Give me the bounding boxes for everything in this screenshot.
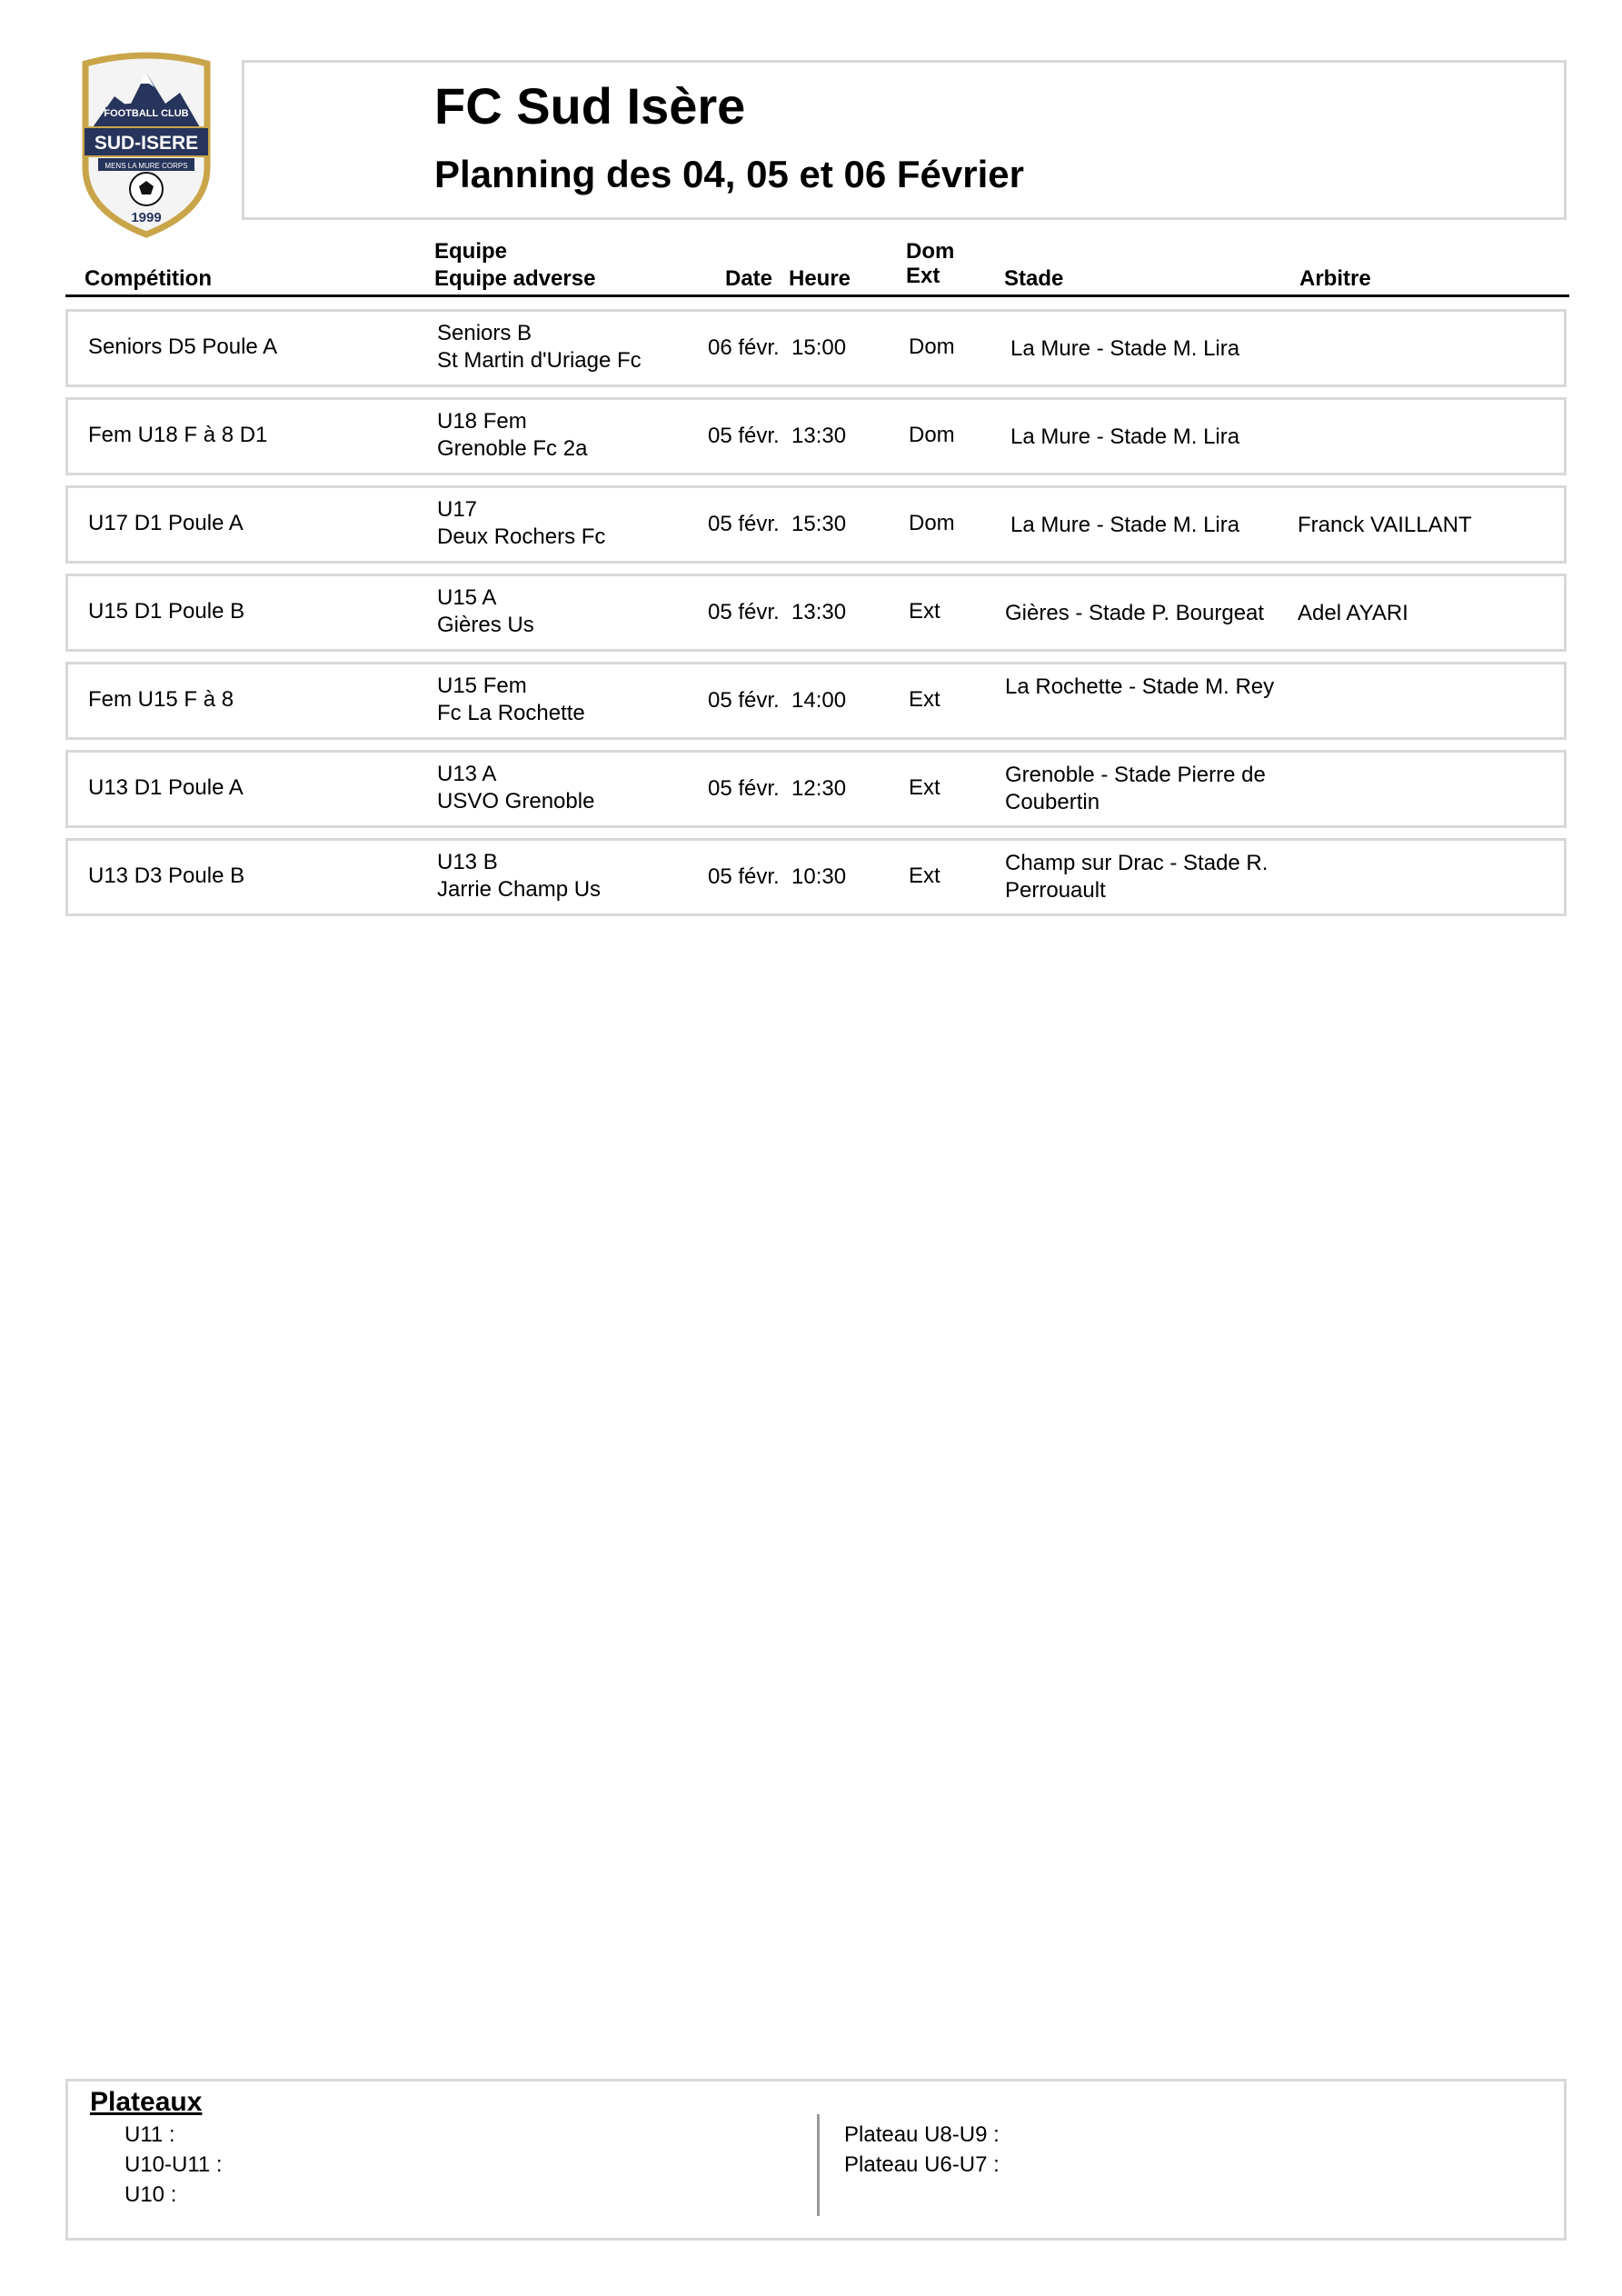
competition-cell: U13 D3 Poule B — [88, 863, 245, 888]
logo-year: 1999 — [131, 210, 162, 225]
time-cell: 13:30 — [791, 600, 847, 624]
time-cell: 13:30 — [791, 424, 847, 448]
home-away-cell: Ext — [909, 775, 940, 800]
team-cell: U17 — [437, 497, 478, 522]
stadium-cell: La Mure - Stade M. Lira — [1010, 513, 1240, 537]
match-row — [65, 838, 1567, 916]
opponent-cell: Grenoble Fc 2a — [437, 436, 588, 461]
logo-top-text: FOOTBALL CLUB — [104, 108, 189, 119]
opponent-cell: Deux Rochers Fc — [437, 524, 606, 549]
match-row — [65, 309, 1567, 387]
home-away-cell: Dom — [909, 334, 955, 359]
date-cell: 05 févr. — [708, 776, 780, 801]
opponent-cell: Fc La Rochette — [437, 701, 585, 725]
header-dom: Dom — [906, 239, 955, 264]
plateau-u6-u7: Plateau U6-U7 : — [844, 2152, 1000, 2177]
team-cell: U13 B — [437, 850, 498, 874]
home-away-cell: Dom — [909, 423, 955, 447]
date-cell: 05 févr. — [708, 424, 780, 448]
home-away-cell: Dom — [909, 511, 955, 535]
date-cell: 06 févr. — [708, 335, 780, 360]
date-cell: 05 févr. — [708, 512, 780, 536]
header-ext: Ext — [906, 264, 940, 288]
stadium-cell: La Mure - Stade M. Lira — [1010, 424, 1240, 449]
stadium-cell: La Mure - Stade M. Lira — [1010, 336, 1240, 361]
date-cell: 05 févr. — [708, 864, 780, 889]
opponent-cell: Gières Us — [437, 613, 534, 637]
plateau-u10-u11: U10-U11 : — [124, 2152, 223, 2177]
stadium-cell: Gières - Stade P. Bourgeat — [1005, 601, 1265, 625]
header-competition: Compétition — [85, 266, 212, 291]
plateaux-divider — [817, 2114, 820, 2216]
team-cell: Seniors B — [437, 321, 532, 345]
opponent-cell: St Martin d'Uriage Fc — [437, 348, 642, 373]
home-away-cell: Ext — [909, 863, 940, 888]
club-title: FC Sud Isère — [434, 77, 746, 135]
plateaux-box — [65, 2079, 1567, 2241]
time-cell: 15:00 — [791, 335, 847, 360]
stadium-cell: Champ sur Drac - Stade R. Perrouault — [1005, 851, 1269, 903]
logo-club-name: SUD-ISERE — [94, 133, 199, 154]
competition-cell: U13 D1 Poule A — [88, 775, 244, 800]
time-cell: 10:30 — [791, 864, 847, 889]
planning-title: Planning des 04, 05 et 06 Février — [434, 153, 1024, 195]
team-cell: U15 A — [437, 585, 497, 610]
competition-cell: Fem U18 F à 8 D1 — [88, 423, 268, 447]
date-cell: 05 févr. — [708, 688, 780, 713]
header-stade: Stade — [1004, 266, 1064, 291]
header-arbitre: Arbitre — [1299, 266, 1371, 291]
team-cell: U13 A — [437, 762, 497, 786]
referee-cell: Franck VAILLANT — [1298, 513, 1472, 537]
plateau-u11: U11 : — [124, 2122, 175, 2147]
match-row — [65, 397, 1567, 475]
match-row — [65, 485, 1567, 564]
competition-cell: U15 D1 Poule B — [88, 599, 245, 624]
home-away-cell: Ext — [909, 599, 940, 624]
team-cell: U18 Fem — [437, 409, 527, 434]
opponent-cell: USVO Grenoble — [437, 789, 595, 814]
team-cell: U15 Fem — [437, 674, 527, 698]
stadium-cell: Grenoble - Stade Pierre de Coubertin — [1005, 763, 1266, 814]
competition-cell: U17 D1 Poule A — [88, 511, 244, 535]
match-row — [65, 750, 1567, 828]
date-cell: 05 févr. — [708, 600, 780, 624]
competition-cell: Seniors D5 Poule A — [88, 334, 278, 359]
match-row — [65, 574, 1567, 652]
club-logo — [78, 51, 214, 238]
stadium-cell: La Rochette - Stade M. Rey — [1005, 674, 1275, 699]
plateau-u10: U10 : — [124, 2182, 177, 2207]
header-rule — [65, 294, 1569, 297]
header-equipe-adverse: Equipe adverse — [434, 266, 596, 291]
time-cell: 12:30 — [791, 776, 847, 801]
referee-cell: Adel AYARI — [1298, 601, 1408, 625]
header-equipe: Equipe — [434, 239, 508, 264]
time-cell: 14:00 — [791, 688, 847, 713]
logo-sub-text: MENS LA MURE CORPS — [104, 162, 188, 170]
match-row — [65, 662, 1567, 740]
plateau-u8-u9: Plateau U8-U9 : — [844, 2122, 1000, 2147]
home-away-cell: Ext — [909, 687, 940, 712]
header-heure: Heure — [789, 266, 851, 291]
time-cell: 15:30 — [791, 512, 847, 536]
competition-cell: Fem U15 F à 8 — [88, 687, 234, 712]
plateaux-title: Plateaux — [90, 2087, 203, 2117]
opponent-cell: Jarrie Champ Us — [437, 877, 602, 902]
header-date: Date — [725, 266, 773, 291]
